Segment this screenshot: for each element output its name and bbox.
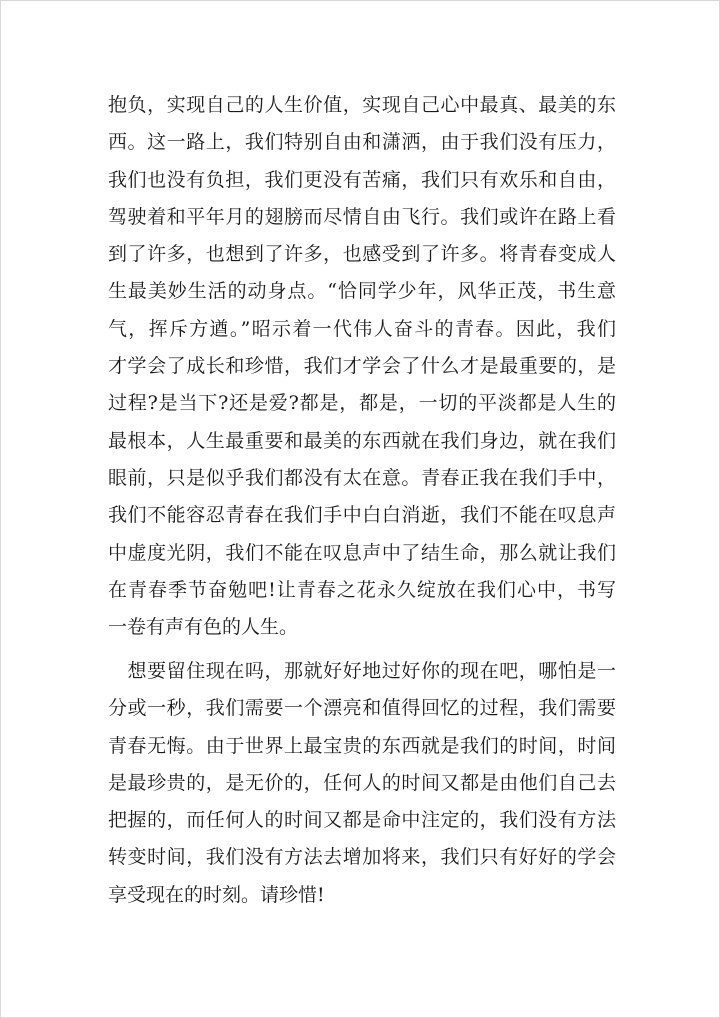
paragraph-2 <box>108 653 616 914</box>
paragraph-1-line: 过程?是当下?还是爱?都是，都是，一切的平淡都是人生的 <box>108 392 616 415</box>
paragraph-1-line: 在青春季节奋勉吧!让青春之花永久绽放在我们心中，书写 <box>108 578 616 601</box>
paragraph-1-line: 我们不能容忍青春在我们手中白白消逝，我们不能在叹息声 <box>108 504 616 527</box>
paragraph-2-line: 是最珍贵的，是无价的，任何人的时间又都是由他们自己去 <box>108 771 616 794</box>
paragraph-2-line: 把握的，而任何人的时间又都是命中注定的，我们没有方法 <box>108 809 616 832</box>
paragraph-1-line: 一卷有声有色的人生。 <box>108 616 299 639</box>
paragraph-2-line: 想要留住现在吗，那就好好地过好你的现在吧，哪怕是一 <box>108 660 616 682</box>
paragraph-1-line: 中虚度光阴，我们不能在叹息声中了结生命，那么就让我们 <box>108 541 616 564</box>
paragraph-2-line: 转变时间，我们没有方法去增加将来，我们只有好好的学会 <box>108 846 616 869</box>
paragraph-1-line: 气，挥斥方遒。”昭示着一代伟人奋斗的青春。因此，我们 <box>108 317 616 340</box>
paragraph-1-line: 西。这一路上，我们特别自由和潇洒，由于我们没有压力， <box>108 131 616 154</box>
paragraph-1-line: 我们也没有负担，我们更没有苦痛，我们只有欢乐和自由， <box>108 168 616 191</box>
paragraph-1 <box>108 87 616 646</box>
paragraph-1-line: 最根本，人生最重要和最美的东西就在我们身边，就在我们 <box>108 429 616 452</box>
paragraph-2-line: 青春无悔。由于世界上最宝贵的东西就是我们的时间，时间 <box>108 734 616 757</box>
paragraph-1-line: 才学会了成长和珍惜，我们才学会了什么才是最重要的，是 <box>108 355 616 378</box>
paragraph-2-line: 分或一秒，我们需要一个漂亮和值得回忆的过程，我们需要 <box>108 697 616 720</box>
paragraph-2-line: 享受现在的时刻。请珍惜! <box>108 883 325 906</box>
paragraph-1-line: 生最美妙生活的动身点。“恰同学少年，风华正茂，书生意 <box>108 280 616 303</box>
paragraph-1-line: 驾驶着和平年月的翅膀而尽情自由飞行。我们或许在路上看 <box>108 205 616 228</box>
paragraph-1-line: 到了许多，也想到了许多，也感受到了许多。将青春变成人 <box>108 243 616 266</box>
paragraph-1-line: 抱负，实现自己的人生价值，实现自己心中最真、最美的东 <box>108 94 616 116</box>
paragraph-1-line: 眼前，只是似乎我们都没有太在意。青春正我在我们手中， <box>108 466 616 489</box>
